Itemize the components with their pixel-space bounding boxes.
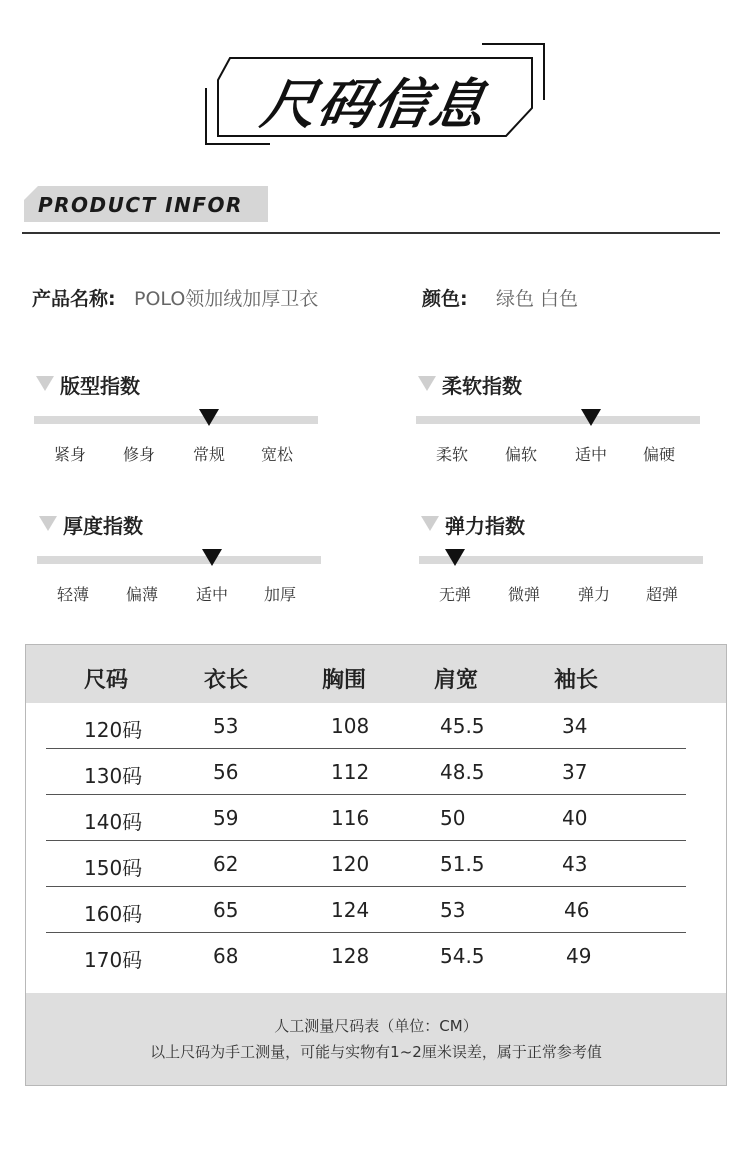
product-name-value: POLO领加绒加厚卫衣 (134, 288, 319, 310)
scale-option: 柔软 (435, 445, 468, 464)
header-sleeve: 袖长 (554, 668, 599, 693)
cell-sleeve: 37 (562, 760, 588, 784)
scale-option: 紧身 (53, 445, 86, 464)
table-row (26, 887, 726, 933)
color-label: 颜色: (422, 288, 468, 310)
cell-sleeve: 43 (562, 852, 588, 876)
cell-length: 56 (213, 760, 239, 784)
cell-length: 53 (213, 714, 239, 738)
elasticity-index-label: 弹力指数 (445, 514, 525, 538)
scale-option: 弹力 (577, 585, 610, 604)
cell-shoulder: 50 (440, 806, 466, 830)
table-row (26, 841, 726, 887)
footnote-unit: 人工测量尺码表（单位：CM） (274, 1017, 478, 1035)
scale-bar (34, 416, 318, 424)
fit-index (34, 370, 324, 464)
table-footer (26, 993, 726, 1085)
scale-option: 超弹 (645, 585, 678, 604)
cell-chest: 124 (331, 898, 370, 922)
cell-size: 150码 (84, 856, 143, 880)
scale-option: 常规 (192, 445, 225, 464)
cell-size: 130码 (84, 764, 143, 788)
cell-shoulder: 53 (440, 898, 466, 922)
scale-marker-icon (445, 549, 465, 566)
cell-length: 65 (213, 898, 239, 922)
header-size: 尺码 (84, 668, 129, 693)
scale-option: 偏薄 (125, 585, 158, 604)
header-chest: 胸围 (322, 668, 367, 693)
cell-shoulder: 51.5 (440, 852, 485, 876)
cell-chest: 128 (331, 944, 370, 968)
cell-chest: 108 (331, 714, 370, 738)
triangle-bullet-icon (421, 516, 439, 531)
cell-size: 170码 (84, 948, 143, 972)
thickness-index-label: 厚度指数 (63, 514, 143, 538)
cell-sleeve: 40 (562, 806, 588, 830)
triangle-bullet-icon (36, 376, 54, 391)
scale-option: 偏软 (504, 445, 537, 464)
header-shoulder: 肩宽 (434, 668, 479, 693)
cell-length: 68 (213, 944, 239, 968)
scale-marker-icon (199, 409, 219, 426)
triangle-bullet-icon (418, 376, 436, 391)
cell-shoulder: 45.5 (440, 714, 485, 738)
scale-option: 微弹 (507, 585, 540, 604)
cell-size: 140码 (84, 810, 143, 834)
scale-marker-icon (581, 409, 601, 426)
scale-bar (416, 416, 700, 424)
cell-length: 62 (213, 852, 239, 876)
product-info-heading: PRODUCT INFOR (38, 193, 243, 217)
scale-option: 轻薄 (56, 585, 89, 604)
table-header (26, 645, 726, 703)
scale-option: 宽松 (260, 445, 293, 464)
scale-option: 适中 (574, 445, 607, 464)
scale-bar (37, 556, 321, 564)
softness-index (416, 370, 706, 464)
product-name-label: 产品名称: (32, 288, 116, 310)
scale-option: 修身 (122, 445, 155, 464)
section-divider (22, 232, 720, 234)
cell-shoulder: 48.5 (440, 760, 485, 784)
cell-length: 59 (213, 806, 239, 830)
softness-index-label: 柔软指数 (442, 374, 522, 398)
cell-shoulder: 54.5 (440, 944, 485, 968)
cell-chest: 116 (331, 806, 370, 830)
cell-size: 160码 (84, 902, 143, 926)
title-banner (200, 40, 550, 145)
cell-sleeve: 49 (566, 944, 592, 968)
product-info-tag (24, 186, 268, 222)
scale-option: 无弹 (438, 585, 471, 604)
scale-option: 偏硬 (642, 445, 675, 464)
thickness-index (37, 510, 327, 604)
scale-marker-icon (202, 549, 222, 566)
table-row (26, 933, 726, 979)
cell-sleeve: 46 (564, 898, 590, 922)
footnote-disclaimer: 以上尺码为手工测量，可能与实物有1~2厘米误差，属于正常参考值 (150, 1043, 602, 1061)
header-length: 衣长 (204, 668, 249, 693)
color-value: 绿色 白色 (496, 288, 579, 310)
cell-size: 120码 (84, 718, 143, 742)
table-row (26, 795, 726, 841)
cell-sleeve: 34 (562, 714, 588, 738)
scale-option: 加厚 (263, 585, 296, 604)
page-title: 尺码信息 (256, 73, 492, 136)
cell-chest: 120 (331, 852, 370, 876)
scale-option: 适中 (195, 585, 228, 604)
triangle-bullet-icon (39, 516, 57, 531)
size-table (25, 644, 727, 1086)
elasticity-index (419, 510, 709, 604)
cell-chest: 112 (331, 760, 370, 784)
table-row (26, 749, 726, 795)
fit-index-label: 版型指数 (60, 374, 140, 398)
table-row (26, 703, 726, 749)
